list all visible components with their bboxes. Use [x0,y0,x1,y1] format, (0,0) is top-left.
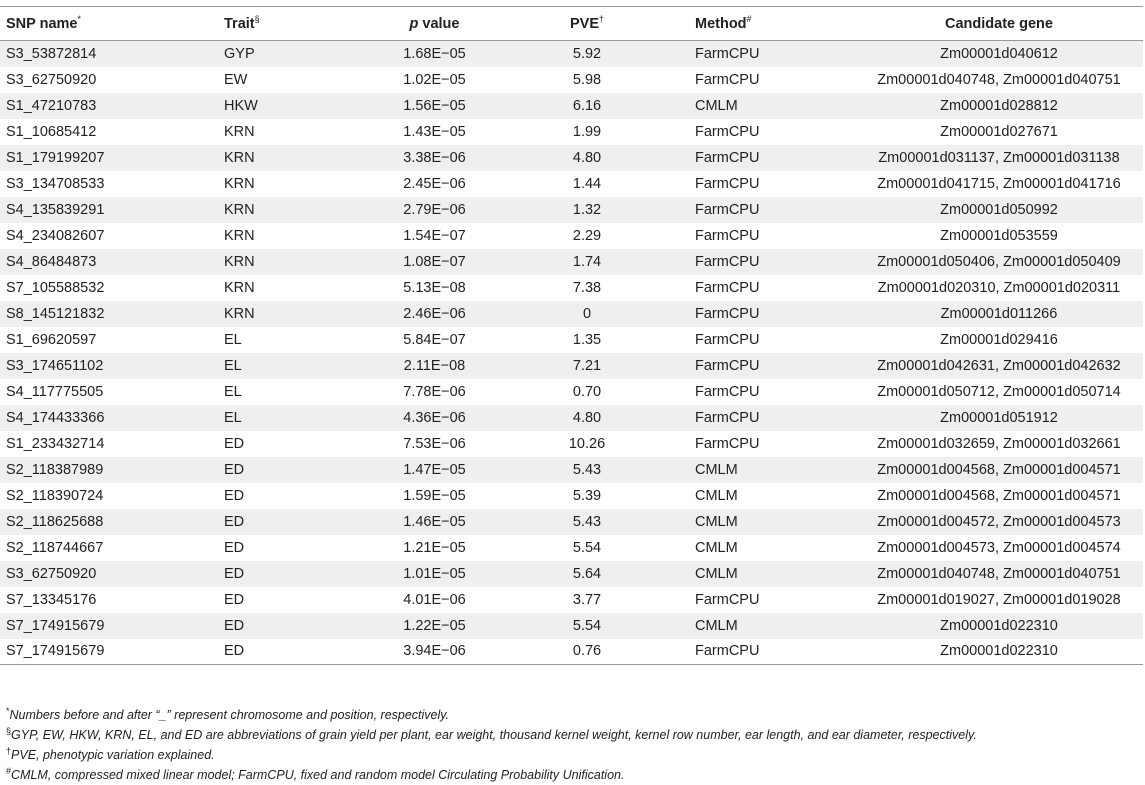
method-cell: FarmCPU [657,145,855,171]
pve-cell: 0.70 [572,383,602,400]
method-cell: FarmCPU [695,175,760,192]
method-cell: FarmCPU [657,249,855,275]
table-row [0,301,1143,327]
table-row [0,41,1143,67]
table-row [0,119,1143,145]
snp-name-cell: S2_118390724 [6,487,104,504]
table-row [0,405,1143,431]
candidate-gene-cell: Zm00001d032659, Zm00001d032661 [877,435,1121,452]
pve-cell: 1.35 [572,331,602,348]
footnote [6,705,1136,725]
trait-cell: KRN [224,249,352,275]
trait-cell: KRN [224,175,255,192]
footnote-text: PVE, phenotypic variation explained. [11,748,215,762]
candidate-gene-cell: Zm00001d040748, Zm00001d040751 [877,71,1121,88]
p-value-cell: 7.53E−06 [403,435,466,452]
table-header-row [0,7,1143,41]
snp-name-cell: S1_10685412 [6,123,97,140]
pve-cell: 5.98 [572,71,602,88]
method-cell: FarmCPU [695,383,760,400]
trait-cell: ED [224,591,245,608]
trait-cell: KRN [224,197,352,223]
trait-cell: ED [224,639,352,665]
snp-name-cell: S7_105588532 [6,279,105,296]
snp-name-cell: S4_234082607 [6,227,105,244]
p-value-cell: 1.68E−05 [352,41,517,67]
candidate-gene-cell: Zm00001d022310 [855,639,1143,665]
pve-cell: 1.32 [517,197,657,223]
trait-cell: ED [224,613,352,639]
p-value-cell: 1.02E−05 [403,71,466,88]
snp-footnote-mark: * [77,13,81,24]
footnote-mark: # [6,765,12,776]
table-row [0,249,1143,275]
table-row [0,483,1143,509]
table-row [0,327,1143,353]
method-cell: CMLM [657,561,855,587]
table-row [0,171,1143,197]
trait-cell: KRN [224,279,255,296]
p-value-cell: 5.84E−07 [403,331,466,348]
snp-name-cell: S1_69620597 [6,331,97,348]
pve-cell: 6.16 [517,93,657,119]
method-cell: FarmCPU [695,435,760,452]
table-row [0,93,1143,119]
header-method: Method# [657,7,855,41]
pve-cell: 1.44 [572,175,602,192]
method-cell: FarmCPU [657,301,855,327]
pve-cell: 5.43 [517,509,657,535]
p-value-cell: 1.21E−05 [403,539,466,556]
trait-cell: ED [224,561,352,587]
trait-footnote-mark: § [254,13,260,24]
method-cell: FarmCPU [695,279,760,296]
pve-cell: 1.74 [517,249,657,275]
method-cell: FarmCPU [695,591,760,608]
method-footnote-mark: # [746,13,752,24]
snp-name-cell: S2_118387989 [0,457,224,483]
trait-cell: ED [224,509,352,535]
pve-cell: 5.43 [517,457,657,483]
table-row [0,275,1143,301]
table-row [0,197,1143,223]
snp-name-cell: S3_62750920 [0,561,224,587]
snp-name-cell: S3_134708533 [6,175,105,192]
snp-results-table [0,6,1143,665]
pve-cell: 5.54 [572,539,602,556]
trait-cell: KRN [224,301,352,327]
footnote-text: CMLM, compressed mixed linear model; FarmCPU, fixed and random model Circulating Probability Unification. [11,768,625,782]
pve-footnote-mark: † [599,13,605,24]
footnotes [6,705,1136,785]
p-value-cell: 2.79E−06 [352,197,517,223]
p-value-cell: 1.59E−05 [403,487,466,504]
method-cell: FarmCPU [657,41,855,67]
footnote-text: GYP, EW, HKW, KRN, EL, and ED are abbreviations of grain yield per plant, ear weight, thousand kernel weight, kernel row number, ear length, and ear diameter, respectively. [11,728,977,742]
p-value-cell: 1.01E−05 [352,561,517,587]
candidate-gene-cell: Zm00001d020310, Zm00001d020311 [877,279,1121,296]
snp-name-cell: S7_13345176 [6,591,97,608]
candidate-gene-cell: Zm00001d029416 [940,331,1058,348]
method-cell: CMLM [657,509,855,535]
footnote [6,725,1136,745]
candidate-gene-cell: Zm00001d040612 [855,41,1143,67]
snp-name-cell: S3_174651102 [0,353,224,379]
table-row [0,353,1143,379]
pve-cell: 4.80 [517,405,657,431]
p-value-cell: 3.38E−06 [352,145,517,171]
candidate-gene-cell: Zm00001d004573, Zm00001d004574 [877,539,1121,556]
method-cell: FarmCPU [657,405,855,431]
table-row [0,613,1143,639]
p-value-cell: 1.08E−07 [352,249,517,275]
method-cell: FarmCPU [657,639,855,665]
snp-name-cell: S4_86484873 [0,249,224,275]
header-trait: Trait§ [224,7,352,41]
trait-cell: EL [224,383,242,400]
candidate-gene-cell: Zm00001d041715, Zm00001d041716 [877,175,1121,192]
snp-name-cell: S1_233432714 [6,435,105,452]
table-row [0,67,1143,93]
method-cell: FarmCPU [657,353,855,379]
trait-cell: GYP [224,41,352,67]
p-value-cell: 1.56E−05 [352,93,517,119]
pve-cell: 7.38 [572,279,602,296]
snp-name-cell: S2_118625688 [0,509,224,535]
p-value-cell: 3.94E−06 [352,639,517,665]
pve-cell: 5.64 [517,561,657,587]
snp-name-cell: S8_145121832 [0,301,224,327]
candidate-gene-cell: Zm00001d051912 [855,405,1143,431]
p-value-cell: 2.11E−08 [352,353,517,379]
candidate-gene-cell: Zm00001d050406, Zm00001d050409 [855,249,1143,275]
p-value-cell: 7.78E−06 [403,383,466,400]
table-row [0,379,1143,405]
table-row [0,639,1143,665]
snp-name-cell: S4_135839291 [0,197,224,223]
table-row [0,223,1143,249]
p-value-cell: 1.54E−07 [403,227,466,244]
table-row [0,431,1143,457]
candidate-gene-cell: Zm00001d011266 [855,301,1143,327]
candidate-gene-cell: Zm00001d019027, Zm00001d019028 [877,591,1121,608]
trait-cell: EW [224,71,248,88]
candidate-gene-cell: Zm00001d031137, Zm00001d031138 [855,145,1143,171]
snp-name-cell: S4_117775505 [6,383,104,400]
pve-cell: 1.99 [572,123,602,140]
method-cell: CMLM [695,487,738,504]
footnote [6,745,1136,765]
candidate-gene-cell: Zm00001d053559 [940,227,1058,244]
pve-cell: 0 [517,301,657,327]
snp-name-cell: S7_174915679 [0,639,224,665]
trait-cell: EL [224,353,352,379]
candidate-gene-cell: Zm00001d050992 [855,197,1143,223]
p-value-cell: 5.13E−08 [403,279,466,296]
p-value-cell: 1.47E−05 [352,457,517,483]
method-cell: FarmCPU [695,331,760,348]
header-p-value: p value [352,7,517,41]
candidate-gene-cell: Zm00001d027671 [940,123,1058,140]
table-body [0,41,1143,665]
candidate-gene-cell: Zm00001d004568, Zm00001d004571 [877,487,1121,504]
candidate-gene-cell: Zm00001d022310 [855,613,1143,639]
snp-name-cell: S3_53872814 [0,41,224,67]
pve-cell: 3.77 [572,591,602,608]
pve-cell: 5.92 [517,41,657,67]
method-cell: FarmCPU [695,227,760,244]
method-cell: FarmCPU [695,123,760,140]
pve-cell: 4.80 [517,145,657,171]
p-value-cell: 1.46E−05 [352,509,517,535]
table-row [0,561,1143,587]
candidate-gene-cell: Zm00001d040748, Zm00001d040751 [855,561,1143,587]
table-row [0,509,1143,535]
footnote-text: Numbers before and after “_” represent chromosome and position, respectively. [9,708,450,722]
trait-cell: EL [224,405,352,431]
snp-name-cell: S4_174433366 [0,405,224,431]
method-cell: FarmCPU [657,197,855,223]
trait-cell: EL [224,331,242,348]
table-row [0,145,1143,171]
pve-cell: 7.21 [517,353,657,379]
pve-cell: 2.29 [572,227,602,244]
candidate-gene-cell: Zm00001d004568, Zm00001d004571 [855,457,1143,483]
method-cell: CMLM [695,539,738,556]
p-value-cell: 1.43E−05 [403,123,466,140]
method-cell: CMLM [657,613,855,639]
snp-name-cell: S3_62750920 [6,71,97,88]
method-cell: FarmCPU [695,71,760,88]
p-value-cell: 1.22E−05 [352,613,517,639]
trait-cell: KRN [224,145,352,171]
header-pve: PVE† [517,7,657,41]
method-cell: CMLM [657,93,855,119]
header-snp-name: SNP name* [0,7,224,41]
table-row [0,535,1143,561]
candidate-gene-cell: Zm00001d042631, Zm00001d042632 [855,353,1143,379]
table-row [0,587,1143,613]
snp-name-cell: S1_47210783 [0,93,224,119]
pve-cell: 5.54 [517,613,657,639]
p-value-cell: 2.46E−06 [352,301,517,327]
pve-cell: 0.76 [517,639,657,665]
p-value-cell: 4.01E−06 [403,591,466,608]
trait-cell: HKW [224,93,352,119]
pve-cell: 5.39 [572,487,602,504]
header-candidate-gene: Candidate gene [855,7,1143,41]
candidate-gene-cell: Zm00001d004572, Zm00001d004573 [855,509,1143,535]
trait-cell: KRN [224,123,255,140]
snp-name-cell: S2_118744667 [6,539,104,556]
footnote-mark: § [6,725,12,736]
snp-name-cell: S7_174915679 [0,613,224,639]
trait-cell: KRN [224,227,255,244]
snp-name-cell: S1_179199207 [0,145,224,171]
p-value-cell: 4.36E−06 [352,405,517,431]
trait-cell: ED [224,435,245,452]
p-value-cell: 2.45E−06 [403,175,466,192]
footnote-mark: † [6,745,12,756]
trait-cell: ED [224,539,245,556]
table-row [0,457,1143,483]
pve-cell: 10.26 [568,435,606,452]
trait-cell: ED [224,457,352,483]
candidate-gene-cell: Zm00001d028812 [855,93,1143,119]
method-cell: CMLM [657,457,855,483]
footnote [6,765,1136,785]
trait-cell: ED [224,487,245,504]
footnote-mark: * [6,705,10,716]
candidate-gene-cell: Zm00001d050712, Zm00001d050714 [877,383,1121,400]
